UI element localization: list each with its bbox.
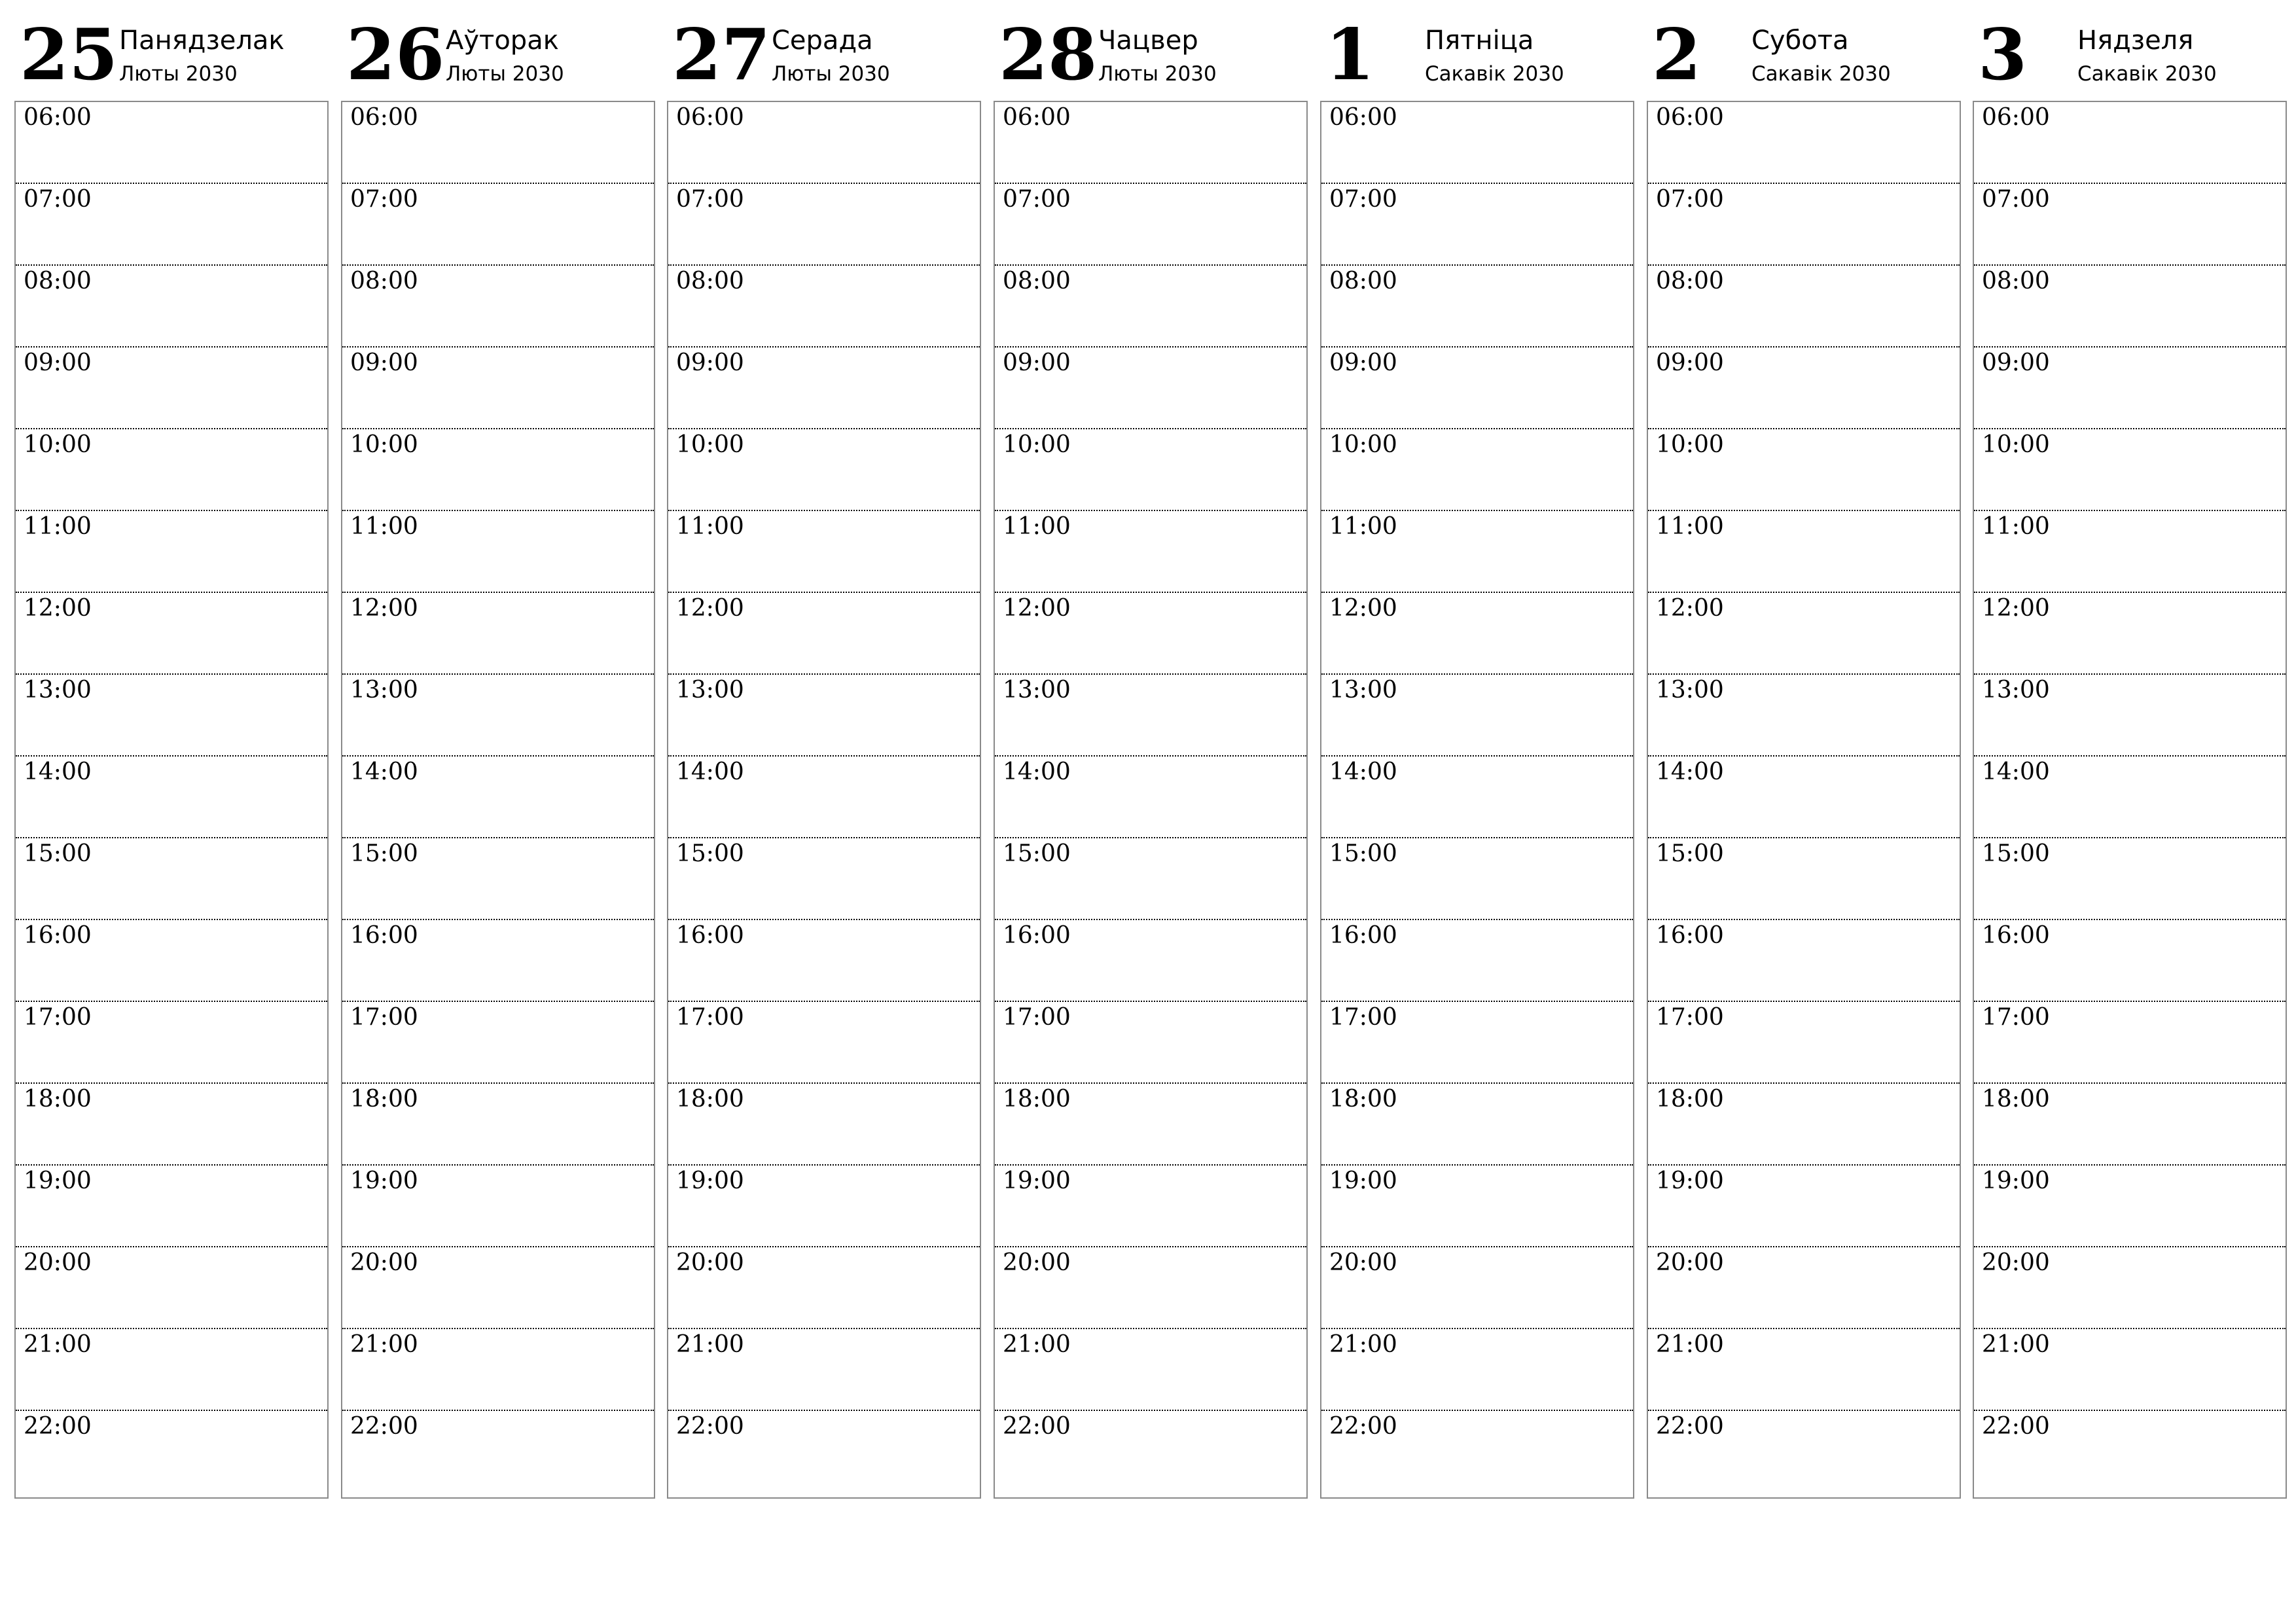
hour-label: 13:00: [1982, 677, 2050, 704]
hour-label: 09:00: [1656, 349, 1724, 376]
hour-slot[interactable]: [995, 757, 1306, 838]
hour-label: 19:00: [1003, 1168, 1071, 1194]
hour-label: 15:00: [24, 840, 92, 867]
hour-label: 22:00: [350, 1413, 418, 1440]
day-column: [1973, 0, 2287, 1440]
hour-slot[interactable]: [342, 1084, 654, 1166]
hour-label: 08:00: [676, 268, 744, 294]
day-header: [1320, 0, 1634, 101]
hour-slot[interactable]: [1648, 757, 1960, 838]
hour-slot[interactable]: [1648, 593, 1960, 675]
hour-slot[interactable]: [1321, 675, 1633, 757]
hour-slot[interactable]: [995, 838, 1306, 920]
day-column: [994, 0, 1308, 1440]
hour-slot[interactable]: [1321, 1329, 1633, 1411]
hour-label: 11:00: [1656, 513, 1724, 540]
hour-label: 18:00: [1003, 1086, 1071, 1113]
day-month: Люты 2030: [772, 62, 890, 86]
hour-label: 11:00: [676, 513, 744, 540]
hour-label: 17:00: [350, 1004, 418, 1031]
hour-slot[interactable]: [1321, 593, 1633, 675]
hour-label: 08:00: [24, 268, 92, 294]
day-name: Серада: [772, 26, 873, 56]
hour-label: 10:00: [1329, 431, 1397, 458]
day-name: Пятніца: [1425, 26, 1534, 56]
hour-label: 10:00: [1656, 431, 1724, 458]
hour-label: 16:00: [1982, 922, 2050, 949]
hour-slot[interactable]: [1648, 348, 1960, 429]
day-schedule-box: [14, 101, 329, 1499]
hour-slot[interactable]: [995, 184, 1306, 266]
hour-label: 09:00: [1982, 349, 2050, 376]
hour-slot[interactable]: [1648, 1166, 1960, 1247]
hour-slot[interactable]: [668, 429, 980, 511]
hour-slot[interactable]: [995, 1002, 1306, 1084]
hour-slot[interactable]: [1974, 266, 2286, 348]
hour-label: 13:00: [676, 677, 744, 704]
hour-label: 10:00: [24, 431, 92, 458]
hour-slot[interactable]: [668, 266, 980, 348]
hour-label: 20:00: [1003, 1249, 1071, 1276]
day-number: 3: [1978, 14, 2028, 96]
hour-slot[interactable]: [995, 675, 1306, 757]
day-column: [1320, 0, 1634, 1440]
hour-label: 12:00: [1329, 595, 1397, 622]
hour-slot[interactable]: [995, 1166, 1306, 1247]
hour-label: 18:00: [1982, 1086, 2050, 1113]
day-name: Субота: [1751, 26, 1849, 56]
day-header: [1973, 0, 2287, 101]
day-name: Панядзелак: [119, 26, 285, 56]
hour-slot[interactable]: [16, 1247, 327, 1329]
day-column: [1647, 0, 1961, 1440]
hour-label: 11:00: [1329, 513, 1397, 540]
hour-slot[interactable]: [1648, 511, 1960, 593]
hour-label: 09:00: [1003, 349, 1071, 376]
hour-label: 16:00: [1656, 922, 1724, 949]
hour-slot[interactable]: [668, 920, 980, 1002]
hour-slot[interactable]: [1974, 838, 2286, 920]
hour-slot[interactable]: [668, 1329, 980, 1411]
hour-label: 15:00: [1982, 840, 2050, 867]
day-column: [14, 0, 329, 1440]
hour-label: 10:00: [1003, 431, 1071, 458]
hour-label: 12:00: [1982, 595, 2050, 622]
hour-label: 15:00: [1656, 840, 1724, 867]
hour-slot[interactable]: [668, 102, 980, 184]
hour-label: 17:00: [1982, 1004, 2050, 1031]
day-month: Сакавік 2030: [1751, 62, 1891, 86]
hour-slot[interactable]: [1648, 1247, 1960, 1329]
day-column: [667, 0, 981, 1440]
day-month: Сакавік 2030: [1425, 62, 1564, 86]
hour-slot[interactable]: [16, 757, 327, 838]
hour-label: 20:00: [24, 1249, 92, 1276]
day-month: Люты 2030: [446, 62, 564, 86]
hour-label: 14:00: [1982, 758, 2050, 785]
hour-slot[interactable]: [668, 1002, 980, 1084]
hour-label: 21:00: [1003, 1331, 1071, 1358]
hour-label: 14:00: [350, 758, 418, 785]
hour-label: 12:00: [350, 595, 418, 622]
hour-label: 08:00: [1656, 268, 1724, 294]
hour-slot[interactable]: [1321, 1166, 1633, 1247]
hour-label: 22:00: [1656, 1413, 1724, 1440]
hour-label: 06:00: [24, 104, 92, 131]
hour-label: 20:00: [676, 1249, 744, 1276]
hour-slot[interactable]: [1321, 102, 1633, 184]
day-schedule-box: [1647, 101, 1961, 1499]
day-number: 28: [999, 14, 1098, 96]
hour-label: 19:00: [350, 1168, 418, 1194]
hour-slot[interactable]: [342, 757, 654, 838]
hour-slot[interactable]: [1321, 838, 1633, 920]
day-month: Сакавік 2030: [2077, 62, 2217, 86]
hour-slot[interactable]: [1974, 511, 2286, 593]
hour-slot[interactable]: [1321, 348, 1633, 429]
hour-slot[interactable]: [1974, 1084, 2286, 1166]
hour-label: 20:00: [1982, 1249, 2050, 1276]
hour-slot[interactable]: [16, 675, 327, 757]
hour-label: 07:00: [676, 186, 744, 213]
hour-label: 14:00: [1329, 758, 1397, 785]
hour-label: 19:00: [1329, 1168, 1397, 1194]
hour-slot[interactable]: [342, 838, 654, 920]
hour-slot[interactable]: [995, 920, 1306, 1002]
hour-slot[interactable]: [995, 1329, 1306, 1411]
hour-slot[interactable]: [342, 102, 654, 184]
hour-slot[interactable]: [1648, 838, 1960, 920]
day-header: [341, 0, 655, 101]
hour-slot[interactable]: [668, 675, 980, 757]
hour-label: 11:00: [1003, 513, 1071, 540]
hour-label: 21:00: [1656, 1331, 1724, 1358]
hour-slot[interactable]: [16, 1084, 327, 1166]
hour-slot[interactable]: [1974, 920, 2286, 1002]
hour-label: 08:00: [350, 268, 418, 294]
hour-label: 16:00: [676, 922, 744, 949]
hour-slot[interactable]: [342, 1247, 654, 1329]
day-schedule-box: [667, 101, 981, 1499]
hour-slot[interactable]: [995, 102, 1306, 184]
hour-label: 16:00: [24, 922, 92, 949]
hour-label: 06:00: [1329, 104, 1397, 131]
hour-label: 06:00: [676, 104, 744, 131]
hour-slot[interactable]: [16, 1166, 327, 1247]
hour-slot[interactable]: [995, 511, 1306, 593]
hour-label: 22:00: [1329, 1413, 1397, 1440]
day-number: 2: [1652, 14, 1702, 96]
hour-slot[interactable]: [342, 920, 654, 1002]
hour-label: 10:00: [350, 431, 418, 458]
hour-slot[interactable]: [1648, 1411, 1960, 1493]
hour-slot[interactable]: [1321, 429, 1633, 511]
hour-label: 13:00: [1003, 677, 1071, 704]
hour-slot[interactable]: [1321, 757, 1633, 838]
hour-label: 09:00: [24, 349, 92, 376]
hour-label: 17:00: [1003, 1004, 1071, 1031]
hour-label: 09:00: [676, 349, 744, 376]
hour-label: 10:00: [676, 431, 744, 458]
hour-slot[interactable]: [1974, 184, 2286, 266]
hour-slot[interactable]: [668, 593, 980, 675]
day-header: [1647, 0, 1961, 101]
day-schedule-box: [341, 101, 655, 1499]
hour-slot[interactable]: [668, 1411, 980, 1493]
hour-label: 06:00: [1656, 104, 1724, 131]
hour-slot[interactable]: [1648, 1329, 1960, 1411]
hour-label: 14:00: [24, 758, 92, 785]
hour-label: 09:00: [1329, 349, 1397, 376]
hour-label: 19:00: [24, 1168, 92, 1194]
hour-slot[interactable]: [1321, 266, 1633, 348]
hour-label: 17:00: [1329, 1004, 1397, 1031]
hour-label: 20:00: [1656, 1249, 1724, 1276]
hour-slot[interactable]: [1321, 1411, 1633, 1493]
hour-slot[interactable]: [342, 348, 654, 429]
hour-label: 13:00: [1656, 677, 1724, 704]
hour-label: 12:00: [24, 595, 92, 622]
hour-label: 09:00: [350, 349, 418, 376]
day-column: [341, 0, 655, 1440]
hour-label: 21:00: [1329, 1331, 1397, 1358]
hour-label: 13:00: [350, 677, 418, 704]
day-number: 25: [20, 14, 118, 96]
hour-label: 19:00: [676, 1168, 744, 1194]
hour-slot[interactable]: [16, 593, 327, 675]
hour-label: 18:00: [350, 1086, 418, 1113]
hour-slot[interactable]: [342, 184, 654, 266]
hour-label: 12:00: [1656, 595, 1724, 622]
hour-label: 14:00: [1003, 758, 1071, 785]
hour-label: 21:00: [1982, 1331, 2050, 1358]
hour-slot[interactable]: [1321, 1247, 1633, 1329]
hour-slot[interactable]: [16, 1002, 327, 1084]
day-number: 26: [346, 14, 445, 96]
hour-label: 18:00: [1656, 1086, 1724, 1113]
hour-label: 20:00: [1329, 1249, 1397, 1276]
hour-slot[interactable]: [16, 1411, 327, 1493]
hour-slot[interactable]: [16, 348, 327, 429]
day-name: Аўторак: [446, 26, 559, 56]
hour-slot[interactable]: [1974, 1329, 2286, 1411]
hour-label: 19:00: [1982, 1168, 2050, 1194]
day-month: Люты 2030: [119, 62, 238, 86]
hour-label: 15:00: [1329, 840, 1397, 867]
hour-label: 11:00: [24, 513, 92, 540]
hour-slot[interactable]: [1321, 511, 1633, 593]
hour-slot[interactable]: [995, 1247, 1306, 1329]
hour-label: 21:00: [350, 1331, 418, 1358]
hour-slot[interactable]: [1648, 920, 1960, 1002]
hour-label: 22:00: [1003, 1413, 1071, 1440]
hour-label: 14:00: [676, 758, 744, 785]
hour-slot[interactable]: [1974, 429, 2286, 511]
hour-label: 19:00: [1656, 1168, 1724, 1194]
hour-slot[interactable]: [1648, 1084, 1960, 1166]
day-month: Люты 2030: [1098, 62, 1217, 86]
hour-slot[interactable]: [342, 593, 654, 675]
hour-slot[interactable]: [1321, 184, 1633, 266]
hour-slot[interactable]: [342, 1411, 654, 1493]
hour-slot[interactable]: [668, 757, 980, 838]
hour-label: 16:00: [350, 922, 418, 949]
hour-slot[interactable]: [668, 1247, 980, 1329]
hour-slot[interactable]: [16, 429, 327, 511]
hour-slot[interactable]: [668, 511, 980, 593]
hour-label: 10:00: [1982, 431, 2050, 458]
day-header: [667, 0, 981, 101]
hour-label: 17:00: [24, 1004, 92, 1031]
hour-slot[interactable]: [1648, 675, 1960, 757]
hour-label: 15:00: [1003, 840, 1071, 867]
hour-label: 16:00: [1003, 922, 1071, 949]
hour-slot[interactable]: [995, 266, 1306, 348]
hour-label: 07:00: [1329, 186, 1397, 213]
day-name: Нядзеля: [2077, 26, 2194, 56]
hour-slot[interactable]: [1321, 1084, 1633, 1166]
hour-slot[interactable]: [668, 1166, 980, 1247]
hour-label: 17:00: [676, 1004, 744, 1031]
hour-slot[interactable]: [1974, 1247, 2286, 1329]
hour-slot[interactable]: [16, 102, 327, 184]
day-header: [994, 0, 1308, 101]
hour-slot[interactable]: [16, 1329, 327, 1411]
day-name: Чацвер: [1098, 26, 1198, 56]
hour-label: 12:00: [676, 595, 744, 622]
day-number: 1: [1325, 14, 1375, 96]
hour-label: 06:00: [1982, 104, 2050, 131]
hour-label: 18:00: [24, 1086, 92, 1113]
hour-slot[interactable]: [995, 1411, 1306, 1493]
hour-slot[interactable]: [342, 1002, 654, 1084]
hour-slot[interactable]: [1974, 102, 2286, 184]
hour-slot[interactable]: [342, 675, 654, 757]
hour-slot[interactable]: [1974, 348, 2286, 429]
hour-slot[interactable]: [342, 429, 654, 511]
hour-slot[interactable]: [995, 348, 1306, 429]
hour-label: 15:00: [676, 840, 744, 867]
hour-slot[interactable]: [16, 266, 327, 348]
hour-label: 13:00: [24, 677, 92, 704]
hour-slot[interactable]: [1974, 1411, 2286, 1493]
hour-label: 07:00: [24, 186, 92, 213]
hour-label: 17:00: [1656, 1004, 1724, 1031]
day-schedule-box: [1320, 101, 1634, 1499]
hour-slot[interactable]: [1974, 1002, 2286, 1084]
hour-label: 07:00: [1003, 186, 1071, 213]
hour-slot[interactable]: [1974, 1166, 2286, 1247]
hour-slot[interactable]: [1321, 1002, 1633, 1084]
hour-slot[interactable]: [1648, 1002, 1960, 1084]
hour-slot[interactable]: [16, 920, 327, 1002]
hour-label: 11:00: [1982, 513, 2050, 540]
day-schedule-box: [994, 101, 1308, 1499]
hour-label: 11:00: [350, 513, 418, 540]
hour-slot[interactable]: [342, 511, 654, 593]
hour-label: 22:00: [1982, 1413, 2050, 1440]
hour-label: 08:00: [1329, 268, 1397, 294]
hour-slot[interactable]: [995, 593, 1306, 675]
hour-slot[interactable]: [16, 184, 327, 266]
hour-label: 07:00: [350, 186, 418, 213]
hour-label: 22:00: [24, 1413, 92, 1440]
hour-label: 22:00: [676, 1413, 744, 1440]
hour-label: 08:00: [1982, 268, 2050, 294]
hour-slot[interactable]: [342, 266, 654, 348]
hour-slot[interactable]: [995, 1084, 1306, 1166]
hour-slot[interactable]: [342, 1329, 654, 1411]
hour-slot[interactable]: [16, 511, 327, 593]
day-header: [14, 0, 329, 101]
hour-slot[interactable]: [342, 1166, 654, 1247]
hour-slot[interactable]: [1648, 429, 1960, 511]
hour-slot[interactable]: [1321, 920, 1633, 1002]
hour-label: 21:00: [676, 1331, 744, 1358]
hour-slot[interactable]: [668, 1084, 980, 1166]
hour-label: 18:00: [676, 1086, 744, 1113]
hour-label: 18:00: [1329, 1086, 1397, 1113]
hour-slot[interactable]: [1974, 593, 2286, 675]
day-schedule-box: [1973, 101, 2287, 1499]
hour-slot[interactable]: [995, 429, 1306, 511]
day-number: 27: [672, 14, 771, 96]
hour-label: 20:00: [350, 1249, 418, 1276]
hour-label: 15:00: [350, 840, 418, 867]
hour-slot[interactable]: [1648, 266, 1960, 348]
hour-slot[interactable]: [1648, 102, 1960, 184]
hour-label: 07:00: [1982, 186, 2050, 213]
hour-slot[interactable]: [1648, 184, 1960, 266]
hour-label: 12:00: [1003, 595, 1071, 622]
hour-slot[interactable]: [668, 184, 980, 266]
hour-label: 07:00: [1656, 186, 1724, 213]
hour-label: 06:00: [350, 104, 418, 131]
hour-label: 13:00: [1329, 677, 1397, 704]
hour-label: 08:00: [1003, 268, 1071, 294]
hour-slot[interactable]: [668, 348, 980, 429]
hour-slot[interactable]: [1974, 757, 2286, 838]
hour-label: 16:00: [1329, 922, 1397, 949]
hour-label: 21:00: [24, 1331, 92, 1358]
hour-label: 06:00: [1003, 104, 1071, 131]
hour-slot[interactable]: [1974, 675, 2286, 757]
hour-slot[interactable]: [16, 838, 327, 920]
hour-slot[interactable]: [668, 838, 980, 920]
hour-label: 14:00: [1656, 758, 1724, 785]
